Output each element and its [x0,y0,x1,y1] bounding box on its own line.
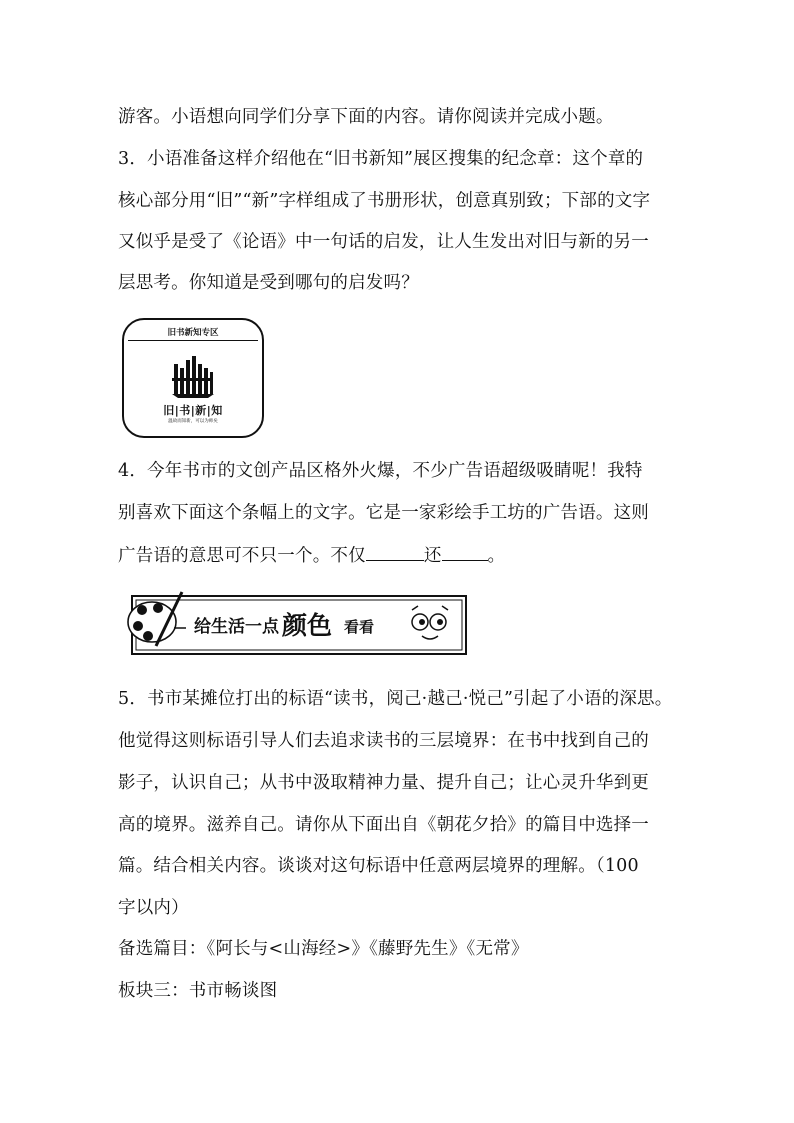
answer-blank-1[interactable] [366,544,424,561]
question-5-line-6: 字以内） [118,898,189,918]
stamp-title: 旧|书|新|知 [163,404,223,417]
question-5-line-2: 他觉得这则标语引导人们去追求读书的三层境界：在书中找到自己的 [118,731,649,751]
slogan-suffix: 看看 [344,618,375,636]
slogan-banner-image [122,588,470,660]
commemorative-stamp-image [122,318,264,438]
question-5-line-3: 影子，认识自己；从书中汲取精神力量、提升自己；让心灵升华到更 [118,773,649,793]
question-5-line-5: 篇。结合相关内容。谈谈对这句标语中任意两层境界的理解。（100 [118,856,639,876]
question-5-line-1: 5．书市某摊位打出的标语“读书，阅己·越己·悦己”引起了小语的深思。 [118,689,673,709]
question-3-line-2: 核心部分用“旧”“新”字样组成了书册形状，创意真别致；下部的文字 [118,191,651,211]
question-4-text-c: 。 [487,546,506,566]
options-line: 备选篇目：《阿长与<山海经>》《藤野先生》《无常》 [118,939,529,959]
stamp-subtitle: 温故而知新，可以为师矣 [168,419,218,424]
question-4-line-2: 别喜欢下面这个条幅上的文字。它是一家彩绘手工坊的广告语。这则 [118,503,649,523]
section-heading: 板块三：书市畅谈图 [118,981,278,1001]
slogan-big: 颜色 [282,611,333,640]
question-5-line-4: 高的境界。滋养自己。请你从下面出自《朝花夕拾》的篇目中选择一 [118,815,649,835]
question-4-text-b: 还 [423,546,442,566]
slogan-prefix: 给生活一点 [194,617,279,637]
question-3-line-3: 又似乎是受了《论语》中一句话的启发，让人生发出对旧与新的另一 [118,232,649,252]
question-4-line-3 [118,544,505,567]
book-logo-icon [168,350,218,400]
intro-line: 游客。小语想向同学们分享下面的内容。请你阅读并完成小题。 [118,107,614,127]
question-3-line-4: 层思考。你知道是受到哪句的启发吗？ [118,273,419,293]
question-4-text-a: 广告语的意思可不只一个。不仅 [118,546,366,566]
answer-blank-2[interactable] [442,544,488,561]
stamp-header: 旧书新知专区 [167,328,219,338]
question-3-line-1: 3．小语准备这样介绍他在“旧书新知”展区搜集的纪念章：这个章的 [118,149,644,169]
question-4-line-1: 4．今年书市的文创产品区格外火爆，不少广告语超级吸睛呢！我特 [118,461,643,481]
stamp-divider [128,340,258,341]
